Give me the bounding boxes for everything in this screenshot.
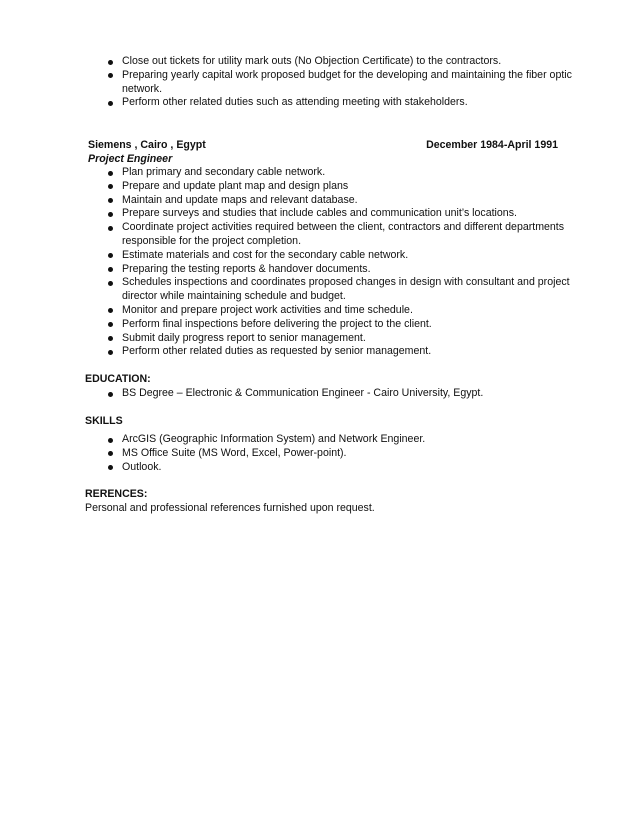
education-heading: EDUCATION: bbox=[85, 373, 151, 385]
previous-duties-list bbox=[108, 55, 578, 110]
references-text: Personal and professional references furnished upon request. bbox=[85, 502, 375, 514]
employment-dates: December 1984-April 1991 bbox=[426, 139, 558, 151]
skills-heading: SKILLS bbox=[85, 415, 123, 427]
list-item: Prepare surveys and studies that include cables and communication unit’s locations. bbox=[108, 207, 578, 221]
company-name: Siemens , Cairo , Egypt bbox=[88, 139, 206, 151]
list-item: Estimate materials and cost for the secondary cable network. bbox=[108, 249, 578, 263]
list-item: BS Degree – Electronic & Communication Engineer - Cairo University, Egypt. bbox=[108, 387, 578, 401]
job-header bbox=[88, 139, 558, 153]
list-item: Outlook. bbox=[108, 461, 578, 475]
list-item: Submit daily progress report to senior management. bbox=[108, 332, 578, 346]
education-list bbox=[108, 387, 578, 401]
list-item: Monitor and prepare project work activities and time schedule. bbox=[108, 304, 578, 318]
references-heading: RERENCES: bbox=[85, 488, 148, 500]
list-item: Maintain and update maps and relevant database. bbox=[108, 194, 578, 208]
list-item: Plan primary and secondary cable network. bbox=[108, 166, 578, 180]
list-item: Prepare and update plant map and design plans bbox=[108, 180, 578, 194]
list-item: Close out tickets for utility mark outs (No Objection Certificate) to the contractors. bbox=[108, 55, 578, 69]
list-item: Perform final inspections before delivering the project to the client. bbox=[108, 318, 578, 332]
list-item: Schedules inspections and coordinates proposed changes in design with consultant and project director while maintaining schedule and budget. bbox=[108, 276, 578, 304]
list-item: Perform other related duties such as attending meeting with stakeholders. bbox=[108, 96, 578, 110]
job-title: Project Engineer bbox=[88, 153, 173, 165]
list-item: Perform other related duties as requested by senior management. bbox=[108, 345, 578, 359]
skills-list bbox=[108, 433, 578, 474]
list-item: MS Office Suite (MS Word, Excel, Power-point). bbox=[108, 447, 578, 461]
job-duties-list bbox=[108, 166, 578, 359]
list-item: Coordinate project activities required between the client, contractors and different departments responsible for the project completion. bbox=[108, 221, 578, 249]
list-item: ArcGIS (Geographic Information System) and Network Engineer. bbox=[108, 433, 578, 447]
list-item: Preparing yearly capital work proposed budget for the developing and maintaining the fiber optic network. bbox=[108, 69, 578, 97]
list-item: Preparing the testing reports & handover documents. bbox=[108, 263, 578, 277]
